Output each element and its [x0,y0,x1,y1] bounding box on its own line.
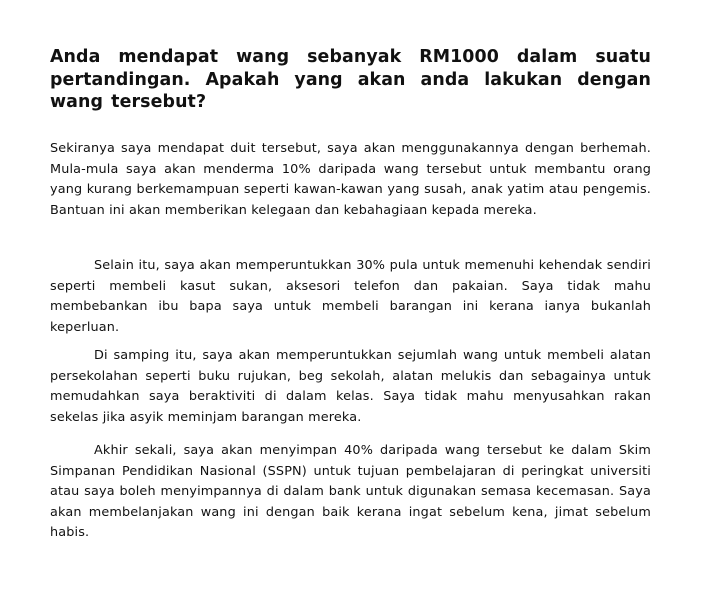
essay-paragraph-4: Akhir sekali, saya akan menyimpan 40% daripada wang tersebut ke dalam Skim Simpanan Pendidikan Nasional (SSPN) untuk tujuan pembelajaran di peringkat universiti atau saya boleh menyimpannya di dalam bank untuk digunakan semasa kecemasan. Saya akan membelanjakan wang ini dengan baik kerana ingat sebelum kena, jimat sebelum habis. [50,443,651,540]
essay-paragraph-1: Sekiranya saya mendapat duit tersebut, saya akan menggunakannya dengan berhemah. Mula-mula saya akan menderma 10% daripada wang tersebut untuk membantu orang yang kurang berkemampuan seperti kawan-kawan yang susah, anak yatim atau pengemis. Bantuan ini akan memberikan kelegaan dan kebahagiaan kepada mereka. [50,141,651,218]
essay-paragraph-2: Selain itu, saya akan memperuntukkan 30% pula untuk memenuhi kehendak sendiri seperti membeli kasut sukan, aksesori telefon dan pakaian. Saya tidak mahu membebankan ibu bapa saya untuk membeli barangan ini kerana ianya bukanlah keperluan. [50,258,651,335]
essay-paragraph-3: Di samping itu, saya akan memperuntukkan sejumlah wang untuk membeli alatan persekolahan seperti buku rujukan, beg sekolah, alatan melukis dan sebagainya untuk memudahkan saya beraktiviti di dalam kelas. Saya tidak mahu menyusahkan rakan sekelas jika asyik meminjam barangan mereka. [50,348,651,425]
essay-question-title: Anda mendapat wang sebanyak RM1000 dalam suatu pertandingan. Apakah yang akan anda lakukan dengan wang tersebut? [50,47,651,112]
